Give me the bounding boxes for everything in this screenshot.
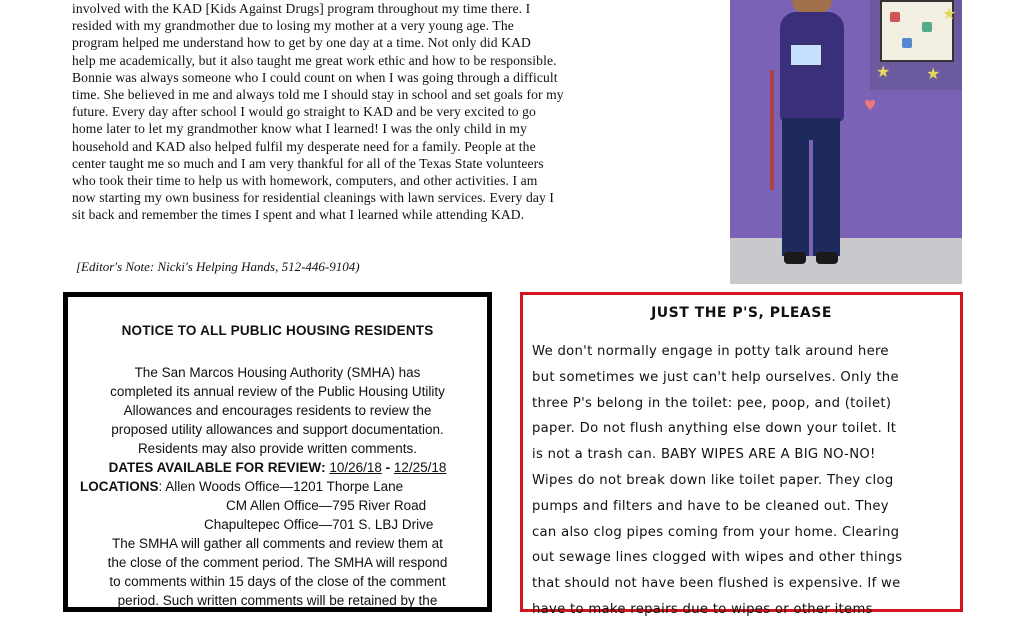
star-decoration: ★	[942, 4, 957, 23]
story-line: involved with the KAD [Kids Against Drugs] program throughout my time there. I	[72, 1, 531, 16]
notice-line: the close of the comment period. The SMHA will respond	[107, 555, 448, 570]
notice-line: The San Marcos Housing Authority (SMHA) has	[134, 365, 421, 380]
star-decoration: ★	[926, 64, 941, 83]
ps-line: have to make repairs due to wipes or other items	[532, 601, 873, 617]
ps-title: JUST THE P'S, PLEASE	[651, 305, 832, 321]
review-dates: DATES AVAILABLE FOR REVIEW: 10/26/18 - 12/25/18	[108, 460, 447, 475]
notice-line: proposed utility allowances and support documentation.	[111, 422, 444, 437]
story-paragraph	[72, 0, 722, 224]
story-line: resided with my grandmother due to losing my mother at a very young age. The	[72, 18, 514, 34]
story-line: program helped me understand how to get by one day at a time. Not only did KAD	[72, 35, 531, 51]
date-end: 12/25/18	[393, 460, 447, 475]
story-line: sit back and remember the times I spent and what I learned while attending KAD.	[72, 207, 525, 223]
notice-line: Residents may also provide written comments.	[137, 441, 418, 456]
student-photo	[730, 0, 962, 284]
location-row: LOCATIONS: Allen Woods Office—1201 Thorpe Lane	[80, 479, 404, 494]
floor	[730, 238, 962, 284]
notice-line: Allowances and encourages residents to review the	[123, 403, 432, 418]
notice-body	[72, 363, 483, 610]
just-the-ps-box	[520, 292, 963, 617]
star-decoration: ★	[876, 62, 891, 81]
ps-line: can also clog pipes coming from your home. Clearing	[532, 524, 900, 540]
ps-line: Wipes do not break down like toilet paper. They clog	[532, 472, 894, 488]
lanyard	[770, 70, 774, 190]
date-start: 10/26/18	[329, 460, 382, 475]
story-line: who took their time to help us with homework, computers, and other activities. I am	[72, 173, 538, 189]
ps-line: pumps and filters and have to be cleaned out. They	[532, 498, 889, 514]
public-housing-notice	[63, 292, 492, 612]
notice-line: The SMHA will gather all comments and review them at	[112, 536, 443, 551]
location-item: Allen Woods Office—1201 Thorpe Lane	[165, 479, 404, 494]
story-line: future. Every day after school I would go straight to KAD and be very excited to go	[72, 104, 536, 120]
notice-line: period. Such written comments will be retained by the	[117, 593, 438, 608]
story-line: help me academically, but it also taught me great work ethic and how to be responsible.	[72, 52, 557, 68]
ps-line: We don't normally engage in potty talk around here	[532, 344, 889, 359]
ps-line: is not a trash can. BABY WIPES ARE A BIG NO-NO!	[532, 447, 876, 463]
location-item: Chapultepec Office—701 S. LBJ Drive	[204, 517, 434, 532]
story-line: Bonnie was always someone who I could count on when I was going through a difficult	[72, 69, 558, 85]
story-line: now starting my own business for residential cleanings with lawn services. Every day I	[72, 190, 555, 206]
notice-line: completed its annual review of the Public Housing Utility	[110, 384, 445, 399]
story-line: household and KAD also helped fulfil my desperate need for a family. People at the	[72, 138, 536, 154]
heart-decoration: ♥	[864, 98, 877, 114]
shoe	[816, 252, 838, 264]
ps-line: out sewage lines clogged with wipes and other things	[532, 550, 903, 566]
editor-note: [Editor's Note: Nicki's Helping Hands, 512-446-9104)	[76, 259, 360, 274]
kad-story-article	[72, 0, 722, 224]
ps-line: three P's belong in the toilet: pee, poop, and (toilet)	[532, 395, 892, 411]
ps-body	[532, 339, 954, 623]
notice-line: to comments within 15 days of the close of the comment	[109, 574, 446, 589]
locations-label: LOCATIONS	[80, 479, 159, 494]
dates-label: DATES AVAILABLE FOR REVIEW	[108, 460, 322, 475]
ps-line: paper. Do not flush anything else down your toilet. It	[532, 421, 897, 437]
location-item: CM Allen Office—795 River Road	[226, 498, 427, 513]
story-line: center taught me so much and I am very thankful for all of the Texas State volunteers	[72, 155, 544, 171]
notice-title: NOTICE TO ALL PUBLIC HOUSING RESIDENTS	[121, 323, 434, 338]
story-line: home later to let my grandmother know what I learned! I was the only child in my	[72, 121, 527, 137]
story-line: time. She believed in me and always told me I should stay in school and set goals for my	[72, 87, 564, 103]
person-shirt	[780, 12, 844, 122]
shoe	[784, 252, 806, 264]
ps-line: but sometimes we just can't help ourselves. Only the	[532, 369, 899, 385]
held-cards	[790, 44, 822, 66]
ps-line: that should not have been flushed is expensive. If we	[532, 576, 901, 592]
